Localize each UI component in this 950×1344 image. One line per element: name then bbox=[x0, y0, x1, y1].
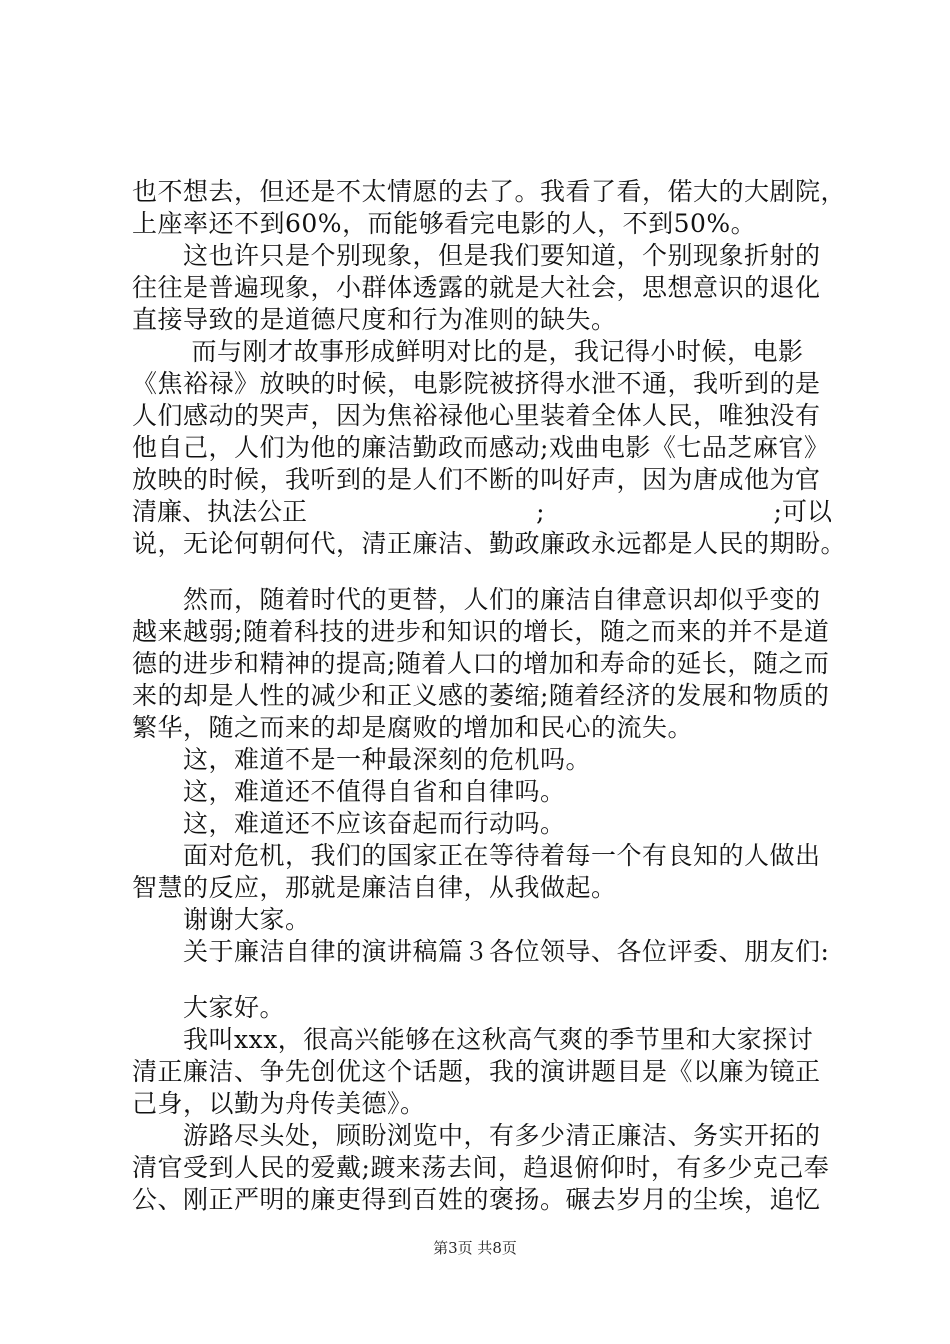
text-line: 《焦裕禄》放映的时候，电影院被挤得水泄不通，我听到的是 bbox=[132, 369, 821, 398]
text-line: 这，难道还不应该奋起而行动吗。 bbox=[132, 809, 566, 838]
text-line: 放映的时候，我听到的是人们不断的叫好声，因为唐成他为官 bbox=[132, 465, 821, 494]
text-line: 我叫xxx，很高兴能够在这秋高气爽的季节里和大家探讨 bbox=[132, 1025, 814, 1054]
text-line: 大家好。 bbox=[132, 993, 286, 1022]
text-line: 直接导致的是道德尺度和行为准则的缺失。 bbox=[132, 305, 617, 334]
text-line: 然而，随着时代的更替，人们的廉洁自律意识却似乎变的 bbox=[132, 585, 821, 614]
page-footer: 第3页 共8页 bbox=[433, 1239, 517, 1257]
text-line: 谢谢大家。 bbox=[132, 905, 311, 934]
text-line: 他自己，人们为他的廉洁勤政而感动;戏曲电影《七品芝麻官》 bbox=[132, 433, 830, 462]
text-line: 智慧的反应，那就是廉洁自律，从我做起。 bbox=[132, 873, 617, 902]
text-line: 往往是普遍现象，小群体透露的就是大社会，思想意识的退化 bbox=[132, 273, 821, 302]
text-line: 也不想去，但还是不太情愿的去了。我看了看，偌大的大剧院， bbox=[132, 177, 847, 206]
text-line: 这，难道不是一种最深刻的危机吗。 bbox=[132, 745, 592, 774]
text-line: 说，无论何朝何代，清正廉洁、勤政廉政永远都是人民的期盼。 bbox=[132, 529, 847, 558]
text-line: 上座率还不到60%，而能够看完电影的人，不到50%。 bbox=[132, 209, 757, 238]
text-line: 这，难道还不值得自省和自律吗。 bbox=[132, 777, 566, 806]
text-line: 面对危机，我们的国家正在等待着每一个有良知的人做出 bbox=[132, 841, 821, 870]
text-line: 游路尽头处，顾盼浏览中，有多少清正廉洁、务实开拓的 bbox=[132, 1121, 821, 1150]
text-line: 清官受到人民的爱戴;踱来荡去间，趋退俯仰时，有多少克己奉 bbox=[132, 1153, 830, 1182]
text-line: 这也许只是个别现象，但是我们要知道，个别现象折射的 bbox=[132, 241, 821, 270]
text-segment: ;可以 bbox=[773, 497, 832, 526]
text-line: 来的却是人性的减少和正义感的萎缩;随着经济的发展和物质的 bbox=[132, 681, 830, 710]
text-line: 己身，以勤为舟传美德》。 bbox=[132, 1089, 426, 1118]
text-segment: 清廉、执法公正 bbox=[132, 497, 308, 526]
text-line-spaced bbox=[132, 496, 832, 528]
text-segment: ; bbox=[536, 497, 545, 526]
text-line: 越来越弱;随着科技的进步和知识的增长，随之而来的并不是道 bbox=[132, 617, 830, 646]
text-line: 人们感动的哭声，因为焦裕禄他心里装着全体人民，唯独没有 bbox=[132, 401, 821, 430]
text-line: 繁华，随之而来的却是腐败的增加和民心的流失。 bbox=[132, 713, 694, 742]
text-line: 而与刚才故事形成鲜明对比的是，我记得小时候，电影 bbox=[132, 337, 804, 366]
text-line: 德的进步和精神的提高;随着人口的增加和寿命的延长，随之而 bbox=[132, 649, 830, 678]
text-line: 公、刚正严明的廉吏得到百姓的褒扬。碾去岁月的尘埃，追忆 bbox=[132, 1185, 821, 1214]
text-line: 清正廉洁、争先创优这个话题，我的演讲题目是《以廉为镜正 bbox=[132, 1057, 821, 1086]
text-line: 关于廉洁自律的演讲稿篇３各位领导、各位评委、朋友们: bbox=[132, 937, 830, 966]
